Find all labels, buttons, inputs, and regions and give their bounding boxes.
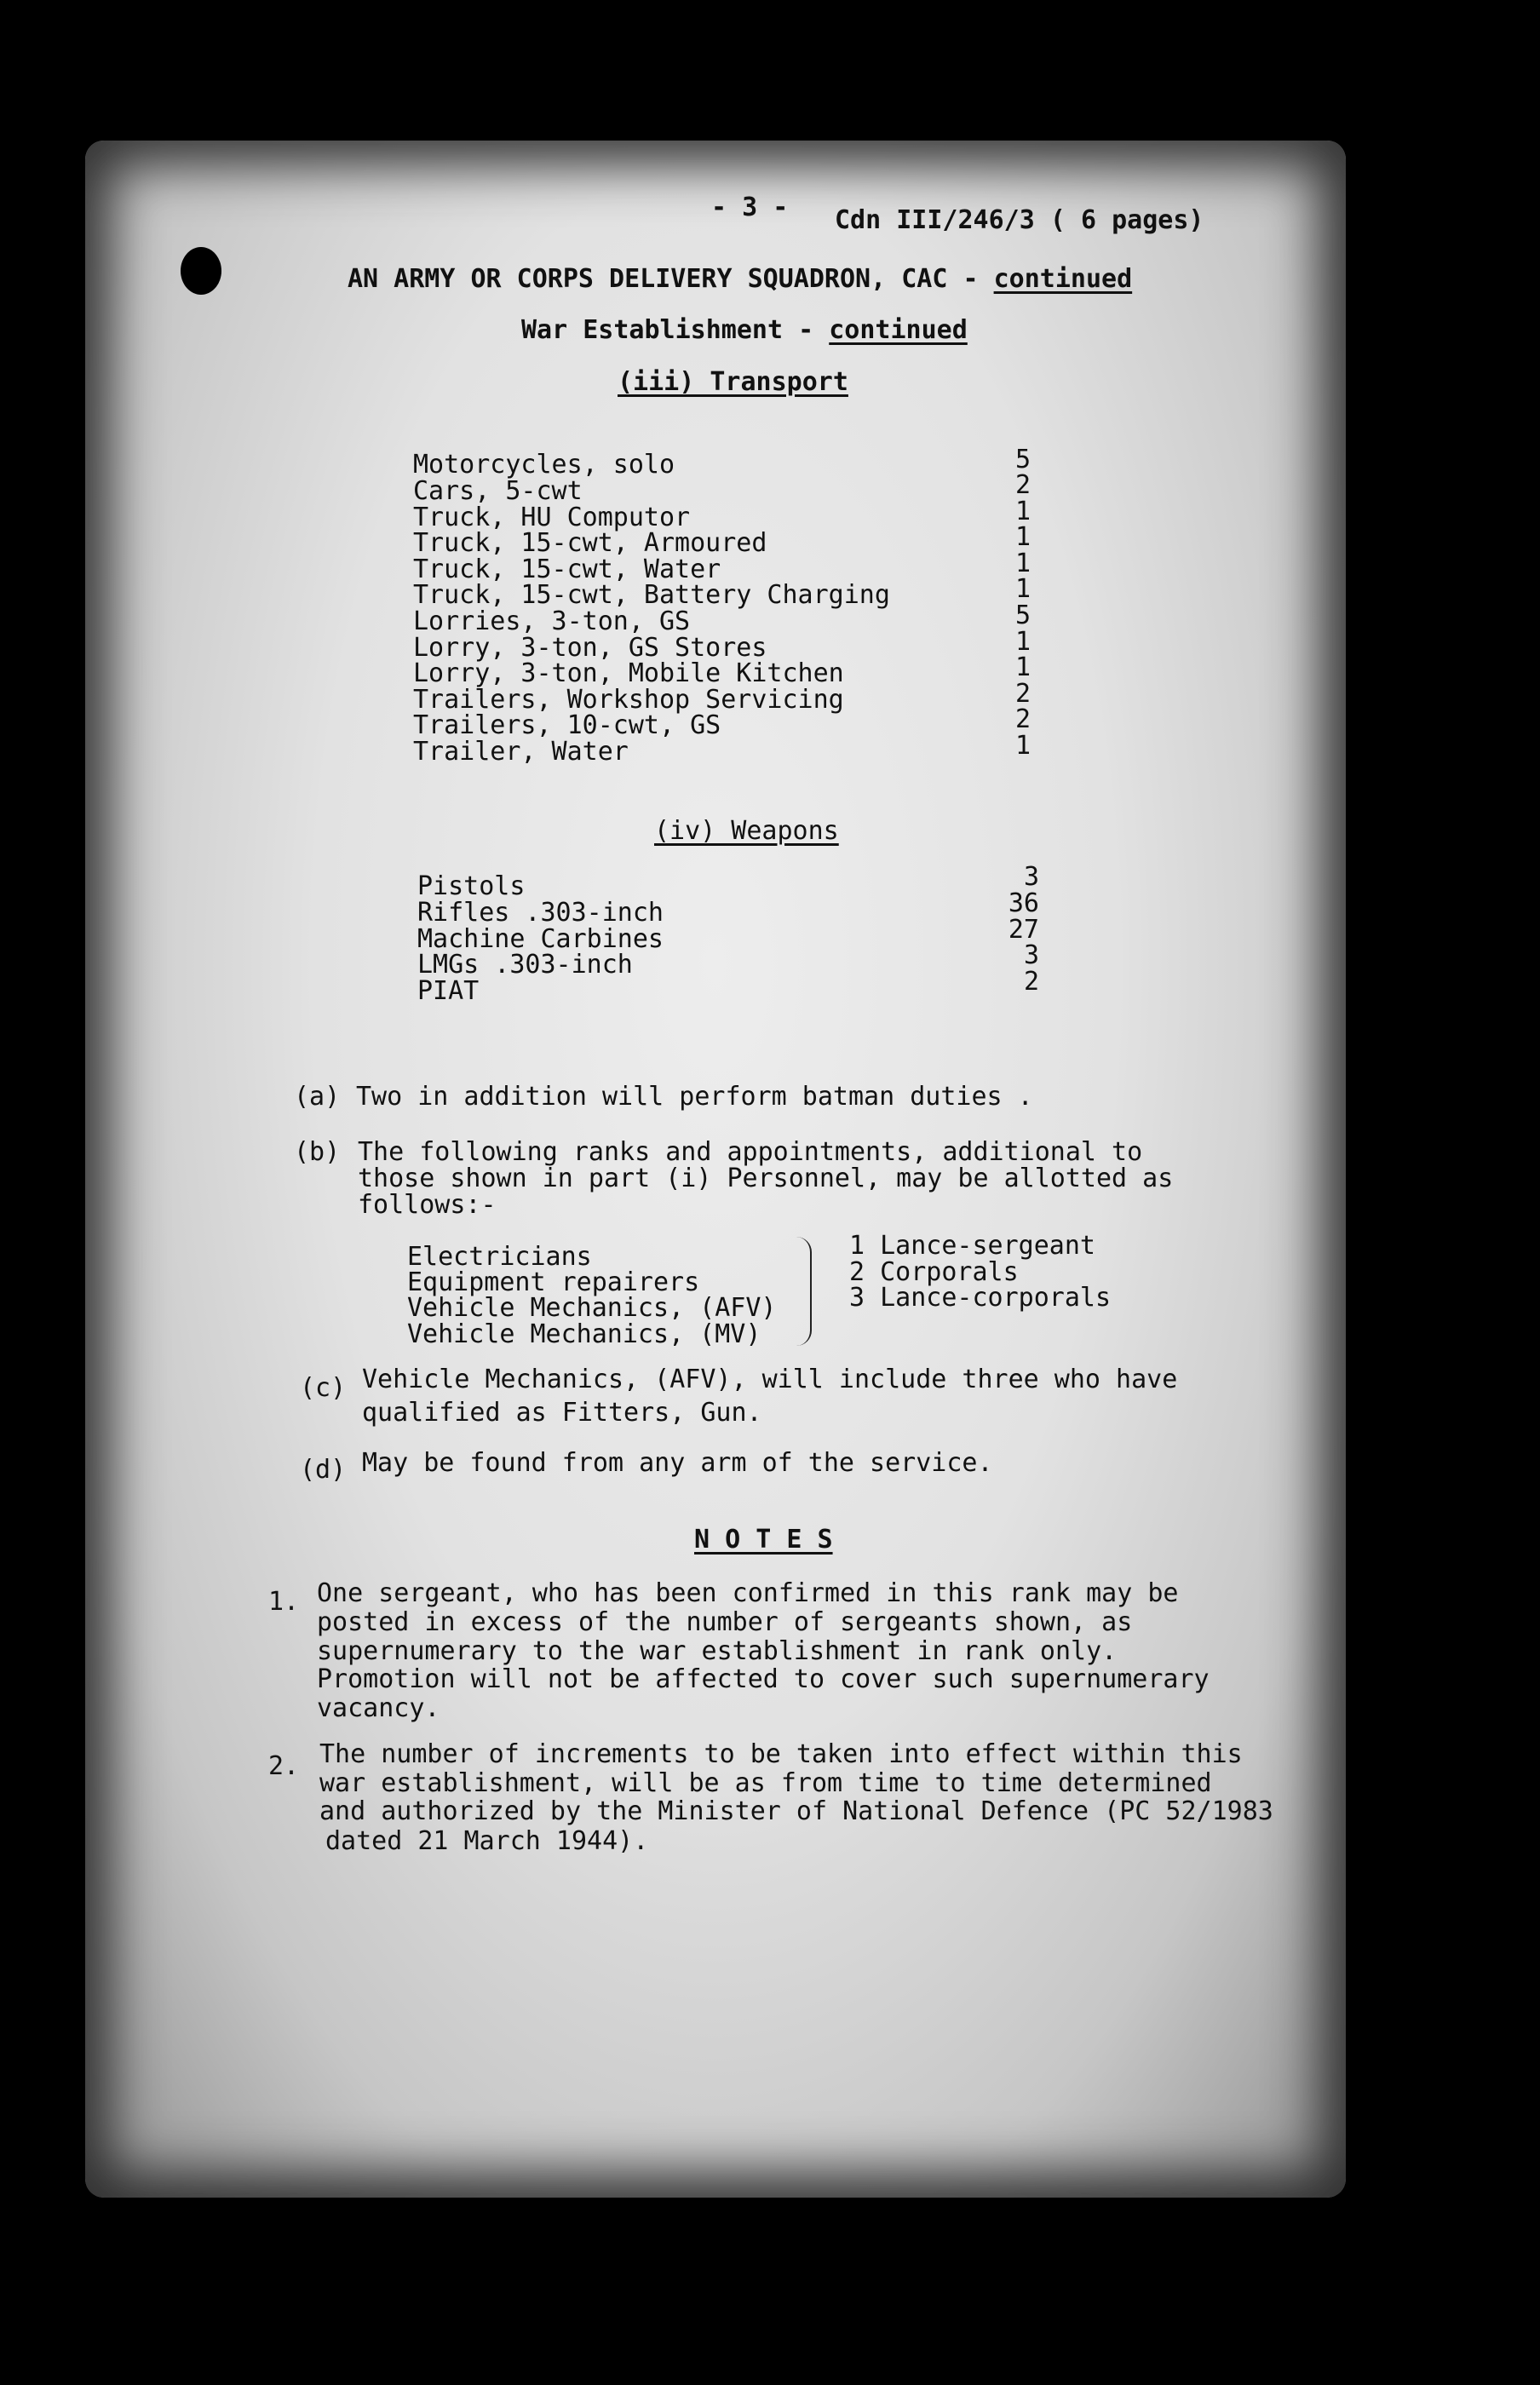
item-quantity: 1 [1014, 627, 1031, 657]
note-1-line: Promotion will not be affected to cover such supernumerary [317, 1664, 1210, 1694]
trade-item: Vehicle Mechanics, (MV) [407, 1319, 761, 1349]
trade-item: Electricians [407, 1242, 592, 1272]
note-2-line: The number of increments to be taken into effect within this [319, 1739, 1243, 1769]
footnote-c-line: Vehicle Mechanics, (AFV), will include three who have [362, 1365, 1178, 1394]
document-title: AN ARMY OR CORPS DELIVERY SQUADRON, CAC - continued [348, 264, 1133, 294]
list-item: Pistols [417, 871, 526, 901]
list-item: Trailers, 10-cwt, GS [413, 710, 721, 740]
list-item: Truck, 15-cwt, Battery Charging [413, 580, 890, 610]
footnote-a-text: Two in addition will perform batman duties . [356, 1082, 1033, 1112]
document-reference: Cdn III/246/3 ( 6 pages) [835, 205, 1204, 235]
note-2-line: and authorized by the Minister of National Defence (PC 52/1983 [319, 1796, 1273, 1826]
list-item: Truck, HU Computor [413, 503, 691, 532]
list-item: Lorry, 3-ton, Mobile Kitchen [413, 658, 844, 688]
list-item: Lorry, 3-ton, GS Stores [413, 633, 767, 663]
footnote-d-label: (d) [300, 1455, 347, 1485]
trade-item: Equipment repairers [407, 1267, 700, 1297]
rank-item: 3 Lance-corporals [849, 1283, 1112, 1313]
footnote-c-line: qualified as Fitters, Gun. [362, 1398, 762, 1428]
list-item: Truck, 15-cwt, Armoured [413, 528, 767, 558]
list-item: PIAT [417, 976, 480, 1006]
trade-item: Vehicle Mechanics, (AFV) [407, 1293, 777, 1323]
item-quantity: 27 [1008, 915, 1039, 945]
footnote-a-label: (a) [294, 1082, 341, 1112]
list-item: Rifles .303-inch [417, 898, 664, 928]
notes-heading: N O T E S [694, 1525, 833, 1555]
note-1-line: supernumerary to the war establishment in rank only. [317, 1636, 1118, 1666]
item-quantity: 36 [1008, 888, 1039, 918]
list-item: Truck, 15-cwt, Water [413, 555, 721, 584]
item-quantity: 5 [1014, 601, 1031, 630]
note-1-line: One sergeant, who has been confirmed in this rank may be [317, 1578, 1179, 1608]
item-quantity: 1 [1014, 731, 1031, 761]
note-2-label: 2. [268, 1751, 300, 1781]
item-quantity: 1 [1014, 497, 1031, 526]
footnote-c-label: (c) [300, 1373, 347, 1403]
note-1-line: posted in excess of the number of sergeants shown, as [317, 1607, 1133, 1637]
document-subtitle: War Establishment - continued [521, 315, 968, 345]
item-quantity: 1 [1014, 549, 1031, 578]
list-item: Motorcycles, solo [413, 450, 675, 480]
rank-item: 2 Corporals [849, 1257, 1019, 1287]
note-1-line: vacancy. [317, 1693, 440, 1723]
footnote-b-line: those shown in part (i) Personnel, may be allotted as [358, 1164, 1174, 1193]
item-quantity: 1 [1014, 652, 1031, 682]
item-quantity: 2 [1014, 470, 1031, 500]
punch-hole [181, 247, 221, 295]
page-number: - 3 - [711, 193, 789, 222]
note-2-line: war establishment, will be as from time to time determined [319, 1768, 1212, 1798]
list-item: Lorries, 3-ton, GS [413, 606, 691, 636]
item-quantity: 3 [1023, 940, 1039, 970]
list-item: Trailers, Workshop Servicing [413, 685, 844, 715]
list-item: Machine Carbines [417, 924, 664, 954]
footnote-b-line: follows:- [358, 1190, 497, 1220]
item-quantity: 2 [1023, 967, 1039, 997]
item-quantity: 2 [1014, 679, 1031, 709]
footnote-d-text: May be found from any arm of the service. [362, 1448, 993, 1478]
item-quantity: 5 [1014, 445, 1031, 474]
item-quantity: 2 [1014, 704, 1031, 734]
list-item: Trailer, Water [413, 737, 629, 767]
list-item: LMGs .303-inch [417, 950, 633, 980]
bracket-divider [796, 1237, 812, 1346]
list-item: Cars, 5-cwt [413, 476, 583, 506]
note-2-line: dated 21 March 1944). [325, 1826, 649, 1856]
item-quantity: 3 [1023, 862, 1039, 892]
footnote-b-label: (b) [294, 1137, 341, 1167]
item-quantity: 1 [1014, 574, 1031, 604]
transport-heading: (iii) Transport [618, 367, 848, 397]
footnote-b-line: The following ranks and appointments, additional to [358, 1137, 1143, 1167]
weapons-heading: (iv) Weapons [654, 816, 839, 846]
note-1-label: 1. [268, 1587, 300, 1617]
rank-item: 1 Lance-sergeant [849, 1231, 1095, 1261]
item-quantity: 1 [1014, 522, 1031, 552]
